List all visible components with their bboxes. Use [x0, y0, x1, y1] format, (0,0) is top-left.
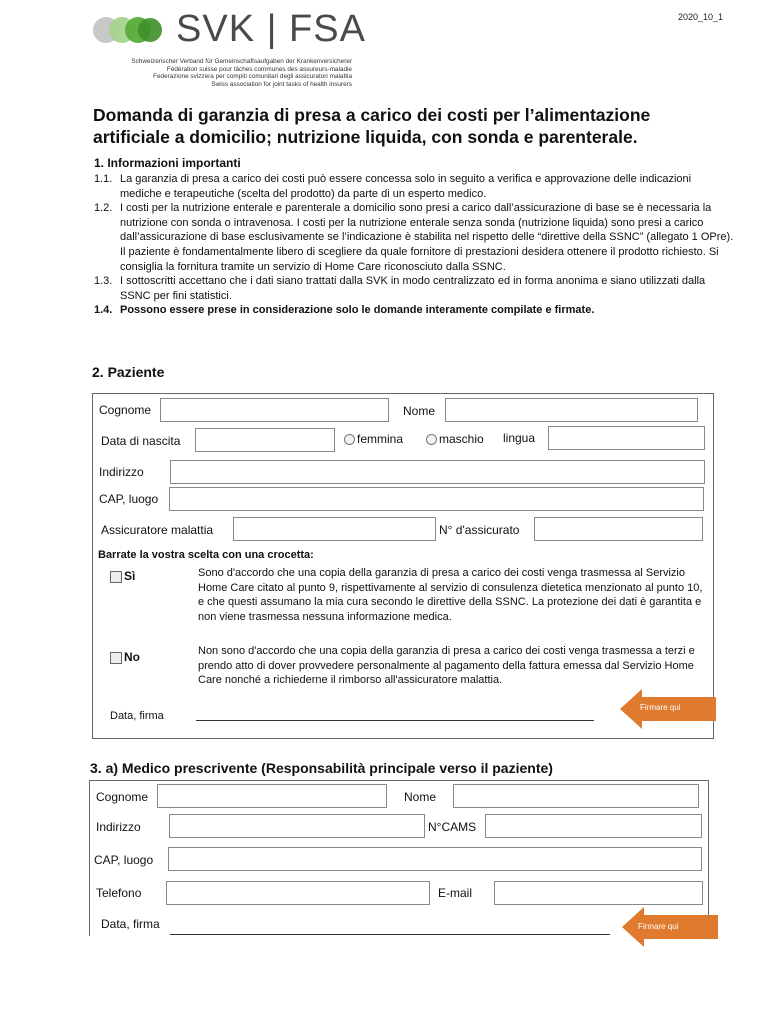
patient-surname-input[interactable]: [160, 398, 389, 422]
language-input[interactable]: [548, 426, 705, 450]
list-item: [94, 274, 734, 303]
patient-surname-label: Cognome: [99, 403, 152, 417]
physician-address-label: Indirizzo: [96, 820, 141, 834]
physician-surname-label: Cognome: [96, 790, 149, 804]
patient-name-input[interactable]: [445, 398, 698, 422]
section3-heading: 3. a) Medico prescrivente (Responsabilità principale verso il paziente): [90, 760, 553, 776]
physician-signature-label: Data, firma: [101, 917, 160, 931]
physician-name-label: Nome: [404, 790, 437, 804]
patient-signature-label: Data, firma: [110, 710, 164, 722]
association-line: Schweizerischer Verband für Gemeinschaftsaufgaben der Krankenversicherer: [131, 58, 352, 65]
item-text: I costi per la nutrizione enterale e parenterale a domicilio sono presi a carico dall’assicurazione di base se è necessaria la nutrizione con sonda o intravenosa. I costi per la nutrizione enterale senza sonda (nutrizione liquida) sono presi a carico dall’assicurazione di base esclusivamente se l’indicazione è stabilita nel rispetto delle “direttive della SSNC” (allegato 1 OPre). Il paziente è fondamentalmente libero di scegliere da quale fornitore di prestazioni desidera ottenere il prodotto richiesto. Si consiglia la fornitura tramite un servizio di Home Care riconosciuto dalla SSNC.: [120, 202, 734, 273]
document-title: Domanda di garanzia di presa a carico dei costi per l’alimentazione artificiale a domicilio; nutrizione liquida, con sonda e parenterale.: [93, 105, 651, 147]
zip-city-input[interactable]: [169, 487, 704, 511]
female-label: femmina: [357, 432, 404, 446]
phone-input[interactable]: [166, 881, 430, 905]
item-number: 1.3.: [94, 275, 113, 288]
sign-here-label: Firmare qui: [640, 703, 681, 712]
svk-logo-icon: [92, 14, 164, 46]
no-label: No: [124, 650, 140, 664]
item-text: Possono essere prese in considerazione solo le domande interamente compilate e firmate.: [120, 304, 595, 317]
male-label: maschio: [439, 432, 484, 446]
female-option[interactable]: [344, 432, 403, 446]
insurer-input[interactable]: [233, 517, 436, 541]
patient-name-label: Nome: [403, 404, 436, 418]
brand-name: SVK | FSA: [176, 8, 366, 50]
item-number: 1.4.: [94, 304, 113, 317]
no-text: Non sono d'accordo che una copia della garanzia di presa a carico dei costi venga trasmessa a terzi e prendo atto di dover provvedere personalmente al pagamento della fattura emessa dal Servizio Home Care nonché a richiederne il rimborso all'assicuratore malattia.: [198, 645, 695, 687]
physician-zip-city-input[interactable]: [168, 847, 702, 871]
address-label: Indirizzo: [99, 465, 144, 479]
physician-name-input[interactable]: [453, 784, 699, 808]
language-label: lingua: [503, 431, 536, 445]
list-item: [94, 303, 734, 318]
list-item: [94, 201, 734, 274]
patient-signature-line[interactable]: [196, 720, 594, 721]
no-checkbox-icon[interactable]: [110, 652, 122, 664]
cams-label: N°CAMS: [428, 820, 477, 834]
email-label: E-mail: [438, 886, 473, 900]
insured-number-label: N° d'assicurato: [439, 523, 520, 537]
male-option[interactable]: [426, 432, 484, 446]
yes-text: Sono d'accordo che una copia della garanzia di presa a carico dei costi venga trasmessa al Servizio Home Care citato al punto 9, rispettivamente al servizio di consulenza dietetica menzionato al punto 10, e che questi assumano la mia cura secondo le direttive della SSNC. La protezione dei dati è garantita e non viene trasmessa nessuna informazione medica.: [198, 567, 703, 623]
section2-heading: 2. Paziente: [92, 364, 165, 380]
yes-label: Sì: [124, 569, 136, 583]
cams-input[interactable]: [485, 814, 702, 838]
document-id: 2020_10_1: [678, 12, 724, 22]
physician-zip-city-label: CAP, luogo: [94, 853, 154, 867]
consent-yes-option[interactable]: [110, 569, 135, 583]
item-text: La garanzia di presa a carico dei costi può essere concessa solo in seguito a verifica e approvazione delle indicazioni mediche e terapeutiche (scelta del prodotto) da parte di un esperto medico.: [120, 173, 692, 200]
section1-heading: 1. Informazioni importanti: [94, 156, 241, 170]
association-names: [92, 58, 352, 88]
item-number: 1.2.: [94, 202, 113, 215]
physician-surname-input[interactable]: [157, 784, 387, 808]
male-radio-icon[interactable]: [426, 434, 437, 445]
birthdate-label: Data di nascita: [101, 434, 181, 448]
phone-label: Telefono: [96, 886, 142, 900]
association-line: Fédération suisse pour tâches communes des assureurs-maladie: [166, 65, 352, 73]
item-number: 1.1.: [94, 173, 113, 185]
physician-address-input[interactable]: [169, 814, 425, 838]
birthdate-input[interactable]: [195, 428, 335, 452]
consent-no-option[interactable]: [110, 650, 140, 664]
email-input[interactable]: [494, 881, 703, 905]
association-line: Federazione svizzera per compiti comunitari degli assicuratori malattia: [153, 73, 352, 81]
choice-heading: Barrate la vostra scelta con una crocetta:: [98, 549, 314, 561]
sign-here-label: Firmare qui: [638, 922, 679, 931]
physician-signature-line[interactable]: [170, 934, 610, 935]
address-input[interactable]: [170, 460, 705, 484]
insurer-label: Assicuratore malattia: [101, 523, 214, 537]
list-item: [94, 172, 734, 201]
section1-list: [94, 172, 734, 318]
yes-checkbox-icon[interactable]: [110, 571, 122, 583]
association-line: Swiss association for joint tasks of health insurers: [211, 80, 352, 88]
item-text: I sottoscritti accettano che i dati siano trattati dalla SVK in modo centralizzato ed in forma anonima e siano utilizzati dalla SSNC per fini statistici.: [120, 275, 706, 302]
zip-city-label: CAP, luogo: [99, 492, 159, 506]
female-radio-icon[interactable]: [344, 434, 355, 445]
insured-number-input[interactable]: [534, 517, 703, 541]
